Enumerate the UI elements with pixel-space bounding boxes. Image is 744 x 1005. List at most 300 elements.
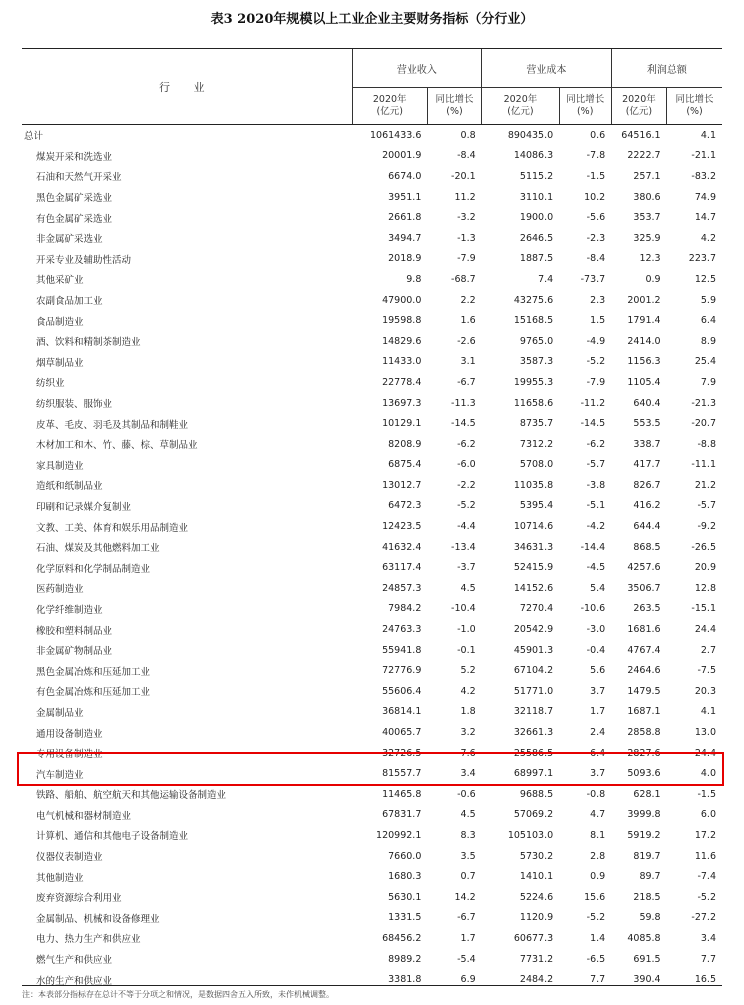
table-row <box>22 413 722 434</box>
cost-growth-cell: -7.8 <box>586 150 606 162</box>
industry-name: 化学原料和化学制品制造业 <box>36 563 151 575</box>
revenue-value-cell: 40065.7 <box>382 727 422 739</box>
profit-value-cell: 338.7 <box>633 438 661 450</box>
profit-growth-cell: 7.9 <box>700 376 716 388</box>
cost-value-cell: 7270.4 <box>519 603 554 615</box>
table-row <box>22 352 722 373</box>
cost-growth-cell: -5.6 <box>586 212 606 224</box>
industry-name: 其他采矿业 <box>36 275 84 287</box>
revenue-growth-cell: -2.2 <box>457 479 476 491</box>
cost-growth-cell: -73.7 <box>580 273 606 285</box>
revenue-value-cell: 1331.5 <box>388 912 422 924</box>
table-row <box>22 722 722 743</box>
revenue-value-cell: 32726.5 <box>382 747 422 759</box>
profit-value-cell: 325.9 <box>633 232 661 244</box>
table-row <box>22 660 722 681</box>
cost-growth-cell: 15.6 <box>584 891 606 903</box>
table-row <box>22 455 722 476</box>
revenue-growth-cell: 3.1 <box>460 356 476 368</box>
revenue-growth-cell: 1.7 <box>460 932 476 944</box>
revenue-growth-cell: -5.2 <box>457 500 476 512</box>
cost-value-cell: 51771.0 <box>513 685 554 697</box>
total-row <box>22 125 722 146</box>
cost-growth-cell: 1.5 <box>590 315 606 327</box>
table-row <box>22 949 722 970</box>
profit-growth-cell: 17.2 <box>694 829 716 841</box>
revenue-value-cell: 10129.1 <box>382 418 422 430</box>
revenue-growth-cell: 3.5 <box>460 850 476 862</box>
profit-growth-cell: -1.5 <box>697 788 716 800</box>
profit-value-cell: 691.5 <box>633 953 661 965</box>
revenue-growth-cell: -0.6 <box>457 788 476 800</box>
cost-growth-cell: -6.2 <box>586 438 606 450</box>
cost-growth-cell: -14.4 <box>580 541 606 553</box>
cost-growth-cell: 0.6 <box>590 129 606 141</box>
industry-name: 石油和天然气开采业 <box>36 172 122 184</box>
revenue-growth-cell: -6.0 <box>457 459 476 471</box>
cost-growth-cell: -8.4 <box>586 253 606 265</box>
profit-value-cell: 257.1 <box>633 170 661 182</box>
profit-growth-cell: -21.3 <box>691 397 716 409</box>
industry-name: 纺织服装、服饰业 <box>36 399 113 411</box>
revenue-value-cell: 7984.2 <box>388 603 422 615</box>
revenue-value-cell: 3494.7 <box>388 232 422 244</box>
profit-growth-cell: -27.2 <box>691 912 716 924</box>
cost-value-cell: 2484.2 <box>519 974 554 986</box>
industry-name: 酒、饮料和精制茶制造业 <box>36 337 141 349</box>
table-row <box>22 372 722 393</box>
industry-name: 其他制造业 <box>36 872 84 884</box>
industry-name: 专用设备制造业 <box>36 749 103 761</box>
revenue-value-cell: 14829.6 <box>382 335 422 347</box>
industry-name: 有色金属冶炼和压延加工业 <box>36 687 151 699</box>
cost-value-cell: 14152.6 <box>513 582 554 594</box>
cost-value-cell: 43275.6 <box>513 294 554 306</box>
profit-growth-cell: 13.0 <box>694 727 716 739</box>
cost-value-cell: 5115.2 <box>519 170 554 182</box>
cost-growth-cell: -0.4 <box>586 644 606 656</box>
revenue-value-cell: 55606.4 <box>382 685 422 697</box>
revenue-growth-cell: 4.5 <box>460 809 476 821</box>
table-row <box>22 640 722 661</box>
revenue-growth-cell: 11.2 <box>454 191 476 203</box>
revenue-growth-cell: -3.2 <box>457 212 476 224</box>
cost-growth-cell: 2.8 <box>590 850 606 862</box>
revenue-growth-cell: 7.6 <box>460 747 476 759</box>
cost-growth-cell: -3.0 <box>586 624 606 636</box>
cost-value-cell: 2646.5 <box>519 232 554 244</box>
revenue-value-cell: 11465.8 <box>382 788 422 800</box>
cost-value-cell: 52415.9 <box>513 562 554 574</box>
industry-name: 废弃资源综合利用业 <box>36 893 122 905</box>
cost-growth-cell: 8.1 <box>590 829 606 841</box>
revenue-growth-cell: 14.2 <box>454 891 476 903</box>
table-row <box>22 269 722 290</box>
profit-growth-cell: 11.6 <box>694 850 716 862</box>
cost-value-cell: 7312.2 <box>519 438 554 450</box>
revenue-value-cell: 120992.1 <box>376 829 422 841</box>
table-row <box>22 557 722 578</box>
revenue-growth-cell: -68.7 <box>451 273 476 285</box>
cost-growth-cell: -4.2 <box>586 521 606 533</box>
cost-growth-header: 同比增长 (%) <box>559 88 611 125</box>
cost-value-cell: 105103.0 <box>507 829 554 841</box>
industry-header: 行 业 <box>22 49 352 125</box>
cost-growth-cell: -3.8 <box>586 479 606 491</box>
profit-growth-cell: -5.7 <box>697 500 716 512</box>
profit-growth-cell: 3.4 <box>700 932 716 944</box>
cost-growth-cell: 4.7 <box>590 809 606 821</box>
table-row <box>22 475 722 496</box>
cost-growth-cell: 0.9 <box>590 871 606 883</box>
table-row <box>22 763 722 784</box>
profit-value-cell: 819.7 <box>633 850 661 862</box>
industry-name: 金属制品业 <box>36 707 84 719</box>
profit-growth-cell: 24.4 <box>694 624 716 636</box>
revenue-growth-cell: -13.4 <box>451 541 476 553</box>
cost-value-cell: 3587.3 <box>519 356 554 368</box>
industry-name: 黑色金属冶炼和压延加工业 <box>36 666 151 678</box>
cost-growth-cell: -1.5 <box>586 170 606 182</box>
profit-growth-cell: 4.2 <box>700 232 716 244</box>
table-row <box>22 516 722 537</box>
table-row <box>22 578 722 599</box>
revenue-value-cell: 3381.8 <box>388 974 422 986</box>
cost-value-cell: 67104.2 <box>513 665 554 677</box>
financial-indicators-table <box>22 48 722 990</box>
industry-name: 黑色金属矿采选业 <box>36 193 113 205</box>
cost-value-cell: 57069.2 <box>513 809 554 821</box>
revenue-growth-header: 同比增长 (%) <box>427 88 481 125</box>
revenue-value-cell: 68456.2 <box>382 932 422 944</box>
industry-name: 医药制造业 <box>36 584 84 596</box>
cost-value-cell: 7731.2 <box>519 953 554 965</box>
profit-growth-cell: 8.9 <box>700 335 716 347</box>
cost-value-cell: 34631.3 <box>513 541 554 553</box>
profit-value-cell: 353.7 <box>633 212 661 224</box>
profit-growth-cell: 2.7 <box>700 644 716 656</box>
table-row <box>22 146 722 167</box>
revenue-value-cell: 22778.4 <box>382 376 422 388</box>
revenue-growth-cell: -6.7 <box>457 912 476 924</box>
cost-growth-cell: -0.8 <box>586 788 606 800</box>
industry-name: 金属制品、机械和设备修理业 <box>36 913 160 925</box>
cost-growth-cell: 10.2 <box>584 191 606 203</box>
cost-growth-cell: 1.7 <box>590 706 606 718</box>
profit-growth-cell: 7.7 <box>700 953 716 965</box>
cost-growth-cell: 3.7 <box>590 685 606 697</box>
profit-growth-cell: -15.1 <box>691 603 716 615</box>
revenue-growth-cell: 0.7 <box>460 871 476 883</box>
profit-value-cell: 4257.6 <box>627 562 661 574</box>
profit-value-cell: 64516.1 <box>621 129 661 141</box>
industry-name: 煤炭开采和洗选业 <box>36 151 113 163</box>
cost-growth-cell: -5.2 <box>586 912 606 924</box>
cost-value-cell: 3110.1 <box>519 191 554 203</box>
revenue-value-cell: 5630.1 <box>388 891 422 903</box>
profit-value-cell: 2858.8 <box>627 727 661 739</box>
industry-name: 木材加工和木、竹、藤、棕、草制品业 <box>36 440 198 452</box>
industry-name: 开采专业及辅助性活动 <box>36 254 132 266</box>
revenue-growth-cell: -8.4 <box>457 150 476 162</box>
revenue-growth-cell: -2.6 <box>457 335 476 347</box>
profit-growth-cell: 4.1 <box>700 706 716 718</box>
table-body <box>22 125 722 990</box>
industry-name: 计算机、通信和其他电子设备制造业 <box>36 831 189 843</box>
table-row <box>22 166 722 187</box>
revenue-growth-cell: -6.2 <box>457 438 476 450</box>
industry-name: 电气机械和器材制造业 <box>36 810 132 822</box>
profit-value-cell: 416.2 <box>633 500 661 512</box>
cost-growth-cell: 7.7 <box>590 974 606 986</box>
cost-value-cell: 5730.2 <box>519 850 554 862</box>
revenue-value-cell: 63117.4 <box>382 562 422 574</box>
revenue-value-cell: 24857.3 <box>382 582 422 594</box>
profit-growth-cell: -20.7 <box>691 418 716 430</box>
cost-value-cell: 45901.3 <box>513 644 554 656</box>
cost-growth-cell: -4.5 <box>586 562 606 574</box>
cost-value-cell: 20542.9 <box>513 624 554 636</box>
revenue-value-cell: 13697.3 <box>382 397 422 409</box>
profit-growth-cell: 21.2 <box>694 479 716 491</box>
cost-value-cell: 10714.6 <box>513 521 554 533</box>
table-row <box>22 908 722 929</box>
profit-growth-cell: 12.8 <box>694 582 716 594</box>
industry-name: 烟草制品业 <box>36 357 84 369</box>
cost-value-cell: 11658.6 <box>513 397 554 409</box>
profit-value-cell: 5919.2 <box>627 829 661 841</box>
revenue-growth-cell: -20.1 <box>451 170 476 182</box>
profit-growth-cell: 16.5 <box>694 974 716 986</box>
revenue-value-cell: 9.8 <box>406 273 422 285</box>
table-row <box>22 619 722 640</box>
profit-growth-cell: -9.2 <box>697 521 716 533</box>
table-row <box>22 702 722 723</box>
table-row <box>22 228 722 249</box>
revenue-value-cell: 11433.0 <box>382 356 422 368</box>
cost-value-cell: 890435.0 <box>507 129 554 141</box>
profit-value-cell: 263.5 <box>633 603 661 615</box>
profit-growth-cell: 20.3 <box>694 685 716 697</box>
profit-value-cell: 5093.6 <box>627 768 661 780</box>
profit-growth-cell: -7.5 <box>697 665 716 677</box>
table-row <box>22 887 722 908</box>
profit-growth-cell: 14.7 <box>694 212 716 224</box>
cost-value-cell: 1900.0 <box>519 212 554 224</box>
revenue-value-cell: 1680.3 <box>388 871 422 883</box>
table-row <box>22 805 722 826</box>
revenue-group-header: 营业收入 <box>352 49 482 88</box>
revenue-value-cell: 6472.3 <box>388 500 422 512</box>
profit-growth-cell: 6.0 <box>700 809 716 821</box>
industry-name: 橡胶和塑料制品业 <box>36 625 113 637</box>
revenue-growth-cell: -7.9 <box>457 253 476 265</box>
revenue-value-cell: 3951.1 <box>388 191 422 203</box>
revenue-growth-cell: 5.2 <box>460 665 476 677</box>
table-row <box>22 187 722 208</box>
profit-value-cell: 4085.8 <box>627 932 661 944</box>
cost-value-cell: 32118.7 <box>513 706 554 718</box>
cost-growth-cell: -2.3 <box>586 232 606 244</box>
cost-value-cell: 5708.0 <box>519 459 554 471</box>
industry-name: 石油、煤炭及其他燃料加工业 <box>36 543 160 555</box>
revenue-growth-cell: 8.3 <box>460 829 476 841</box>
profit-value-cell: 380.6 <box>633 191 661 203</box>
cost-growth-cell: -10.6 <box>580 603 606 615</box>
revenue-growth-cell: -0.1 <box>457 644 476 656</box>
table-row <box>22 207 722 228</box>
industry-name: 有色金属矿采选业 <box>36 213 113 225</box>
profit-value-cell: 868.5 <box>633 541 661 553</box>
table-row <box>22 599 722 620</box>
cost-group-header: 营业成本 <box>482 49 612 88</box>
profit-value-cell: 2222.7 <box>627 150 661 162</box>
profit-value-cell: 3999.8 <box>627 809 661 821</box>
table-row <box>22 537 722 558</box>
profit-value-cell: 2827.6 <box>627 747 661 759</box>
table-row <box>22 928 722 949</box>
profit-growth-cell: 4.0 <box>700 768 716 780</box>
cost-growth-cell: -7.9 <box>586 376 606 388</box>
profit-growth-cell: -7.4 <box>697 871 716 883</box>
revenue-value-cell: 20001.9 <box>382 150 422 162</box>
revenue-growth-cell: -14.5 <box>451 418 476 430</box>
table-row <box>22 681 722 702</box>
cost-value-cell: 8735.7 <box>519 418 554 430</box>
revenue-value-cell: 8989.2 <box>388 953 422 965</box>
profit-value-cell: 553.5 <box>633 418 661 430</box>
industry-name: 汽车制造业 <box>36 769 84 781</box>
profit-value-cell: 1687.1 <box>627 706 661 718</box>
revenue-growth-cell: -6.7 <box>457 376 476 388</box>
revenue-growth-cell: -10.4 <box>451 603 476 615</box>
revenue-growth-cell: 2.2 <box>460 294 476 306</box>
industry-name: 非金属矿物制品业 <box>36 646 113 658</box>
industry-name: 皮革、毛皮、羽毛及其制品和制鞋业 <box>36 419 189 431</box>
cost-value-cell: 32661.3 <box>513 727 554 739</box>
industry-name: 仪器仪表制造业 <box>36 852 103 864</box>
revenue-value-cell: 41632.4 <box>382 541 422 553</box>
industry-name: 总计 <box>24 131 44 143</box>
revenue-growth-cell: 3.2 <box>460 727 476 739</box>
profit-growth-header: 同比增长 (%) <box>667 88 722 125</box>
revenue-value-cell: 6875.4 <box>388 459 422 471</box>
cost-growth-cell: -6.5 <box>586 953 606 965</box>
industry-name: 农副食品加工业 <box>36 296 103 308</box>
footnote: 注：本表部分指标存在总计不等于分项之和情况，是数据四舍五入所致，未作机械调整。 <box>22 990 334 999</box>
table-row <box>22 825 722 846</box>
revenue-growth-cell: 4.2 <box>460 685 476 697</box>
bottom-rule <box>22 985 722 986</box>
revenue-value-cell: 2018.9 <box>388 253 422 265</box>
profit-growth-cell: -26.5 <box>691 541 716 553</box>
profit-growth-cell: -8.8 <box>697 438 716 450</box>
profit-growth-cell: -83.2 <box>691 170 716 182</box>
revenue-value-cell: 12423.5 <box>382 521 422 533</box>
table-row <box>22 249 722 270</box>
profit-value-cell: 417.7 <box>633 459 661 471</box>
revenue-value-header: 2020年 (亿元) <box>352 88 427 125</box>
cost-value-cell: 15168.5 <box>513 315 554 327</box>
profit-value-cell: 1105.4 <box>627 376 661 388</box>
profit-value-header: 2020年 (亿元) <box>611 88 666 125</box>
cost-growth-cell: 1.4 <box>590 932 606 944</box>
cost-value-header: 2020年 (亿元) <box>482 88 560 125</box>
profit-value-cell: 4767.4 <box>627 644 661 656</box>
cost-value-cell: 11035.8 <box>513 479 554 491</box>
revenue-value-cell: 2661.8 <box>388 212 422 224</box>
revenue-value-cell: 55941.8 <box>382 644 422 656</box>
cost-value-cell: 1120.9 <box>519 912 554 924</box>
cost-value-cell: 5224.6 <box>519 891 554 903</box>
table-title: 表3 2020年规模以上工业企业主要财务指标（分行业） <box>210 12 534 27</box>
profit-growth-cell: 223.7 <box>688 253 716 265</box>
revenue-value-cell: 8208.9 <box>388 438 422 450</box>
profit-growth-cell: -5.2 <box>697 891 716 903</box>
revenue-growth-cell: 3.4 <box>460 768 476 780</box>
table-row <box>22 290 722 311</box>
revenue-value-cell: 36814.1 <box>382 706 422 718</box>
revenue-value-cell: 6674.0 <box>388 170 422 182</box>
table-row <box>22 393 722 414</box>
profit-growth-cell: -21.1 <box>691 150 716 162</box>
profit-value-cell: 3506.7 <box>627 582 661 594</box>
cost-growth-cell: 2.3 <box>590 294 606 306</box>
profit-value-cell: 59.8 <box>639 912 661 924</box>
profit-growth-cell: 4.1 <box>700 129 716 141</box>
profit-value-cell: 2464.6 <box>627 665 661 677</box>
profit-value-cell: 2414.0 <box>627 335 661 347</box>
profit-growth-cell: 25.4 <box>694 356 716 368</box>
profit-value-cell: 644.4 <box>633 521 661 533</box>
cost-growth-cell: 5.4 <box>590 582 606 594</box>
industry-name: 非金属矿采选业 <box>36 234 103 246</box>
revenue-growth-cell: 4.5 <box>460 582 476 594</box>
cost-value-cell: 68997.1 <box>513 768 554 780</box>
table-row <box>22 743 722 764</box>
profit-value-cell: 640.4 <box>633 397 661 409</box>
table-row <box>22 310 722 331</box>
cost-growth-cell: -11.2 <box>580 397 606 409</box>
revenue-value-cell: 72776.9 <box>382 665 422 677</box>
profit-growth-cell: 6.4 <box>700 315 716 327</box>
revenue-value-cell: 7660.0 <box>388 850 422 862</box>
profit-growth-cell: -11.1 <box>691 459 716 471</box>
cost-value-cell: 9688.5 <box>519 788 554 800</box>
industry-name: 文教、工美、体育和娱乐用品制造业 <box>36 522 189 534</box>
table-row <box>22 866 722 887</box>
profit-value-cell: 2001.2 <box>627 294 661 306</box>
revenue-value-cell: 19598.8 <box>382 315 422 327</box>
profit-value-cell: 0.9 <box>645 273 661 285</box>
industry-name: 家具制造业 <box>36 460 84 472</box>
revenue-growth-cell: 0.8 <box>460 129 476 141</box>
cost-value-cell: 1887.5 <box>519 253 554 265</box>
profit-value-cell: 1791.4 <box>627 315 661 327</box>
cost-growth-cell: 5.6 <box>590 665 606 677</box>
industry-name: 印刷和记录媒介复制业 <box>36 501 132 513</box>
profit-value-cell: 826.7 <box>633 479 661 491</box>
profit-value-cell: 628.1 <box>633 788 661 800</box>
profit-value-cell: 89.7 <box>639 871 661 883</box>
cost-growth-cell: -5.1 <box>586 500 606 512</box>
cost-growth-cell: 2.4 <box>590 727 606 739</box>
revenue-growth-cell: 1.8 <box>460 706 476 718</box>
industry-name: 电力、热力生产和供应业 <box>36 934 141 946</box>
revenue-value-cell: 81557.7 <box>382 768 422 780</box>
profit-value-cell: 1156.3 <box>627 356 661 368</box>
profit-value-cell: 12.3 <box>639 253 661 265</box>
